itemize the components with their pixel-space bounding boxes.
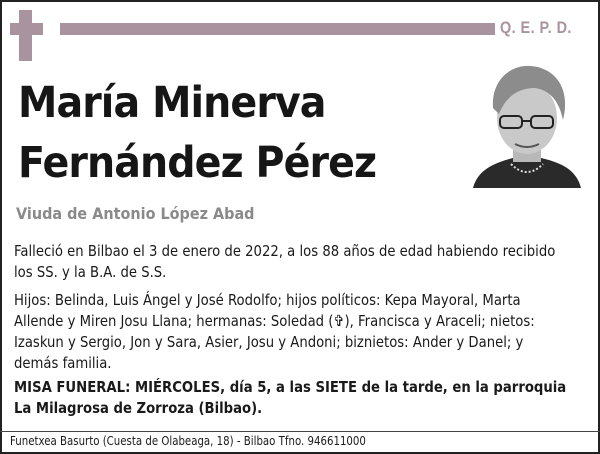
portrait-photo [473,60,581,188]
subtitle-widow-of: Viuda de Antonio López Abad [16,204,255,223]
name-line-2: Fernández Pérez [18,138,377,188]
funeral-home-info: Funetxea Basurto (Cuesta de Olabeaga, 18) - Bilbao Tfno. 946611000 [10,434,366,448]
death-notice-text: Falleció en Bilbao el 3 de enero de 2022, a los 88 años de edad habiendo recibido los SS. y la B.A. de S.S. [14,242,556,281]
header-bar [60,23,495,35]
name-line-1: María Minerva [18,78,326,128]
family-text: Hijos: Belinda, Luis Ángel y José Rodolfo; hijos políticos: Kepa Mayoral, Marta Allende y Miren Josu Llana; hermanas: Soledad (✞), Francisca y Araceli; nietos: Izaskun y Sergio, Jon y Sara, Asier, Josu y Andoni; biznietos: Ander y Danel; y demás familia. [14,291,535,372]
funeral-mass-text: MISA FUNERAL: MIÉRCOLES, día 5, a las SIETE de la tarde, en la parroquia La Milagrosa de Zorroza (Bilbao). [14,378,567,417]
footer-divider [0,431,600,432]
qepd-label: Q. E. P. D. [500,18,572,37]
